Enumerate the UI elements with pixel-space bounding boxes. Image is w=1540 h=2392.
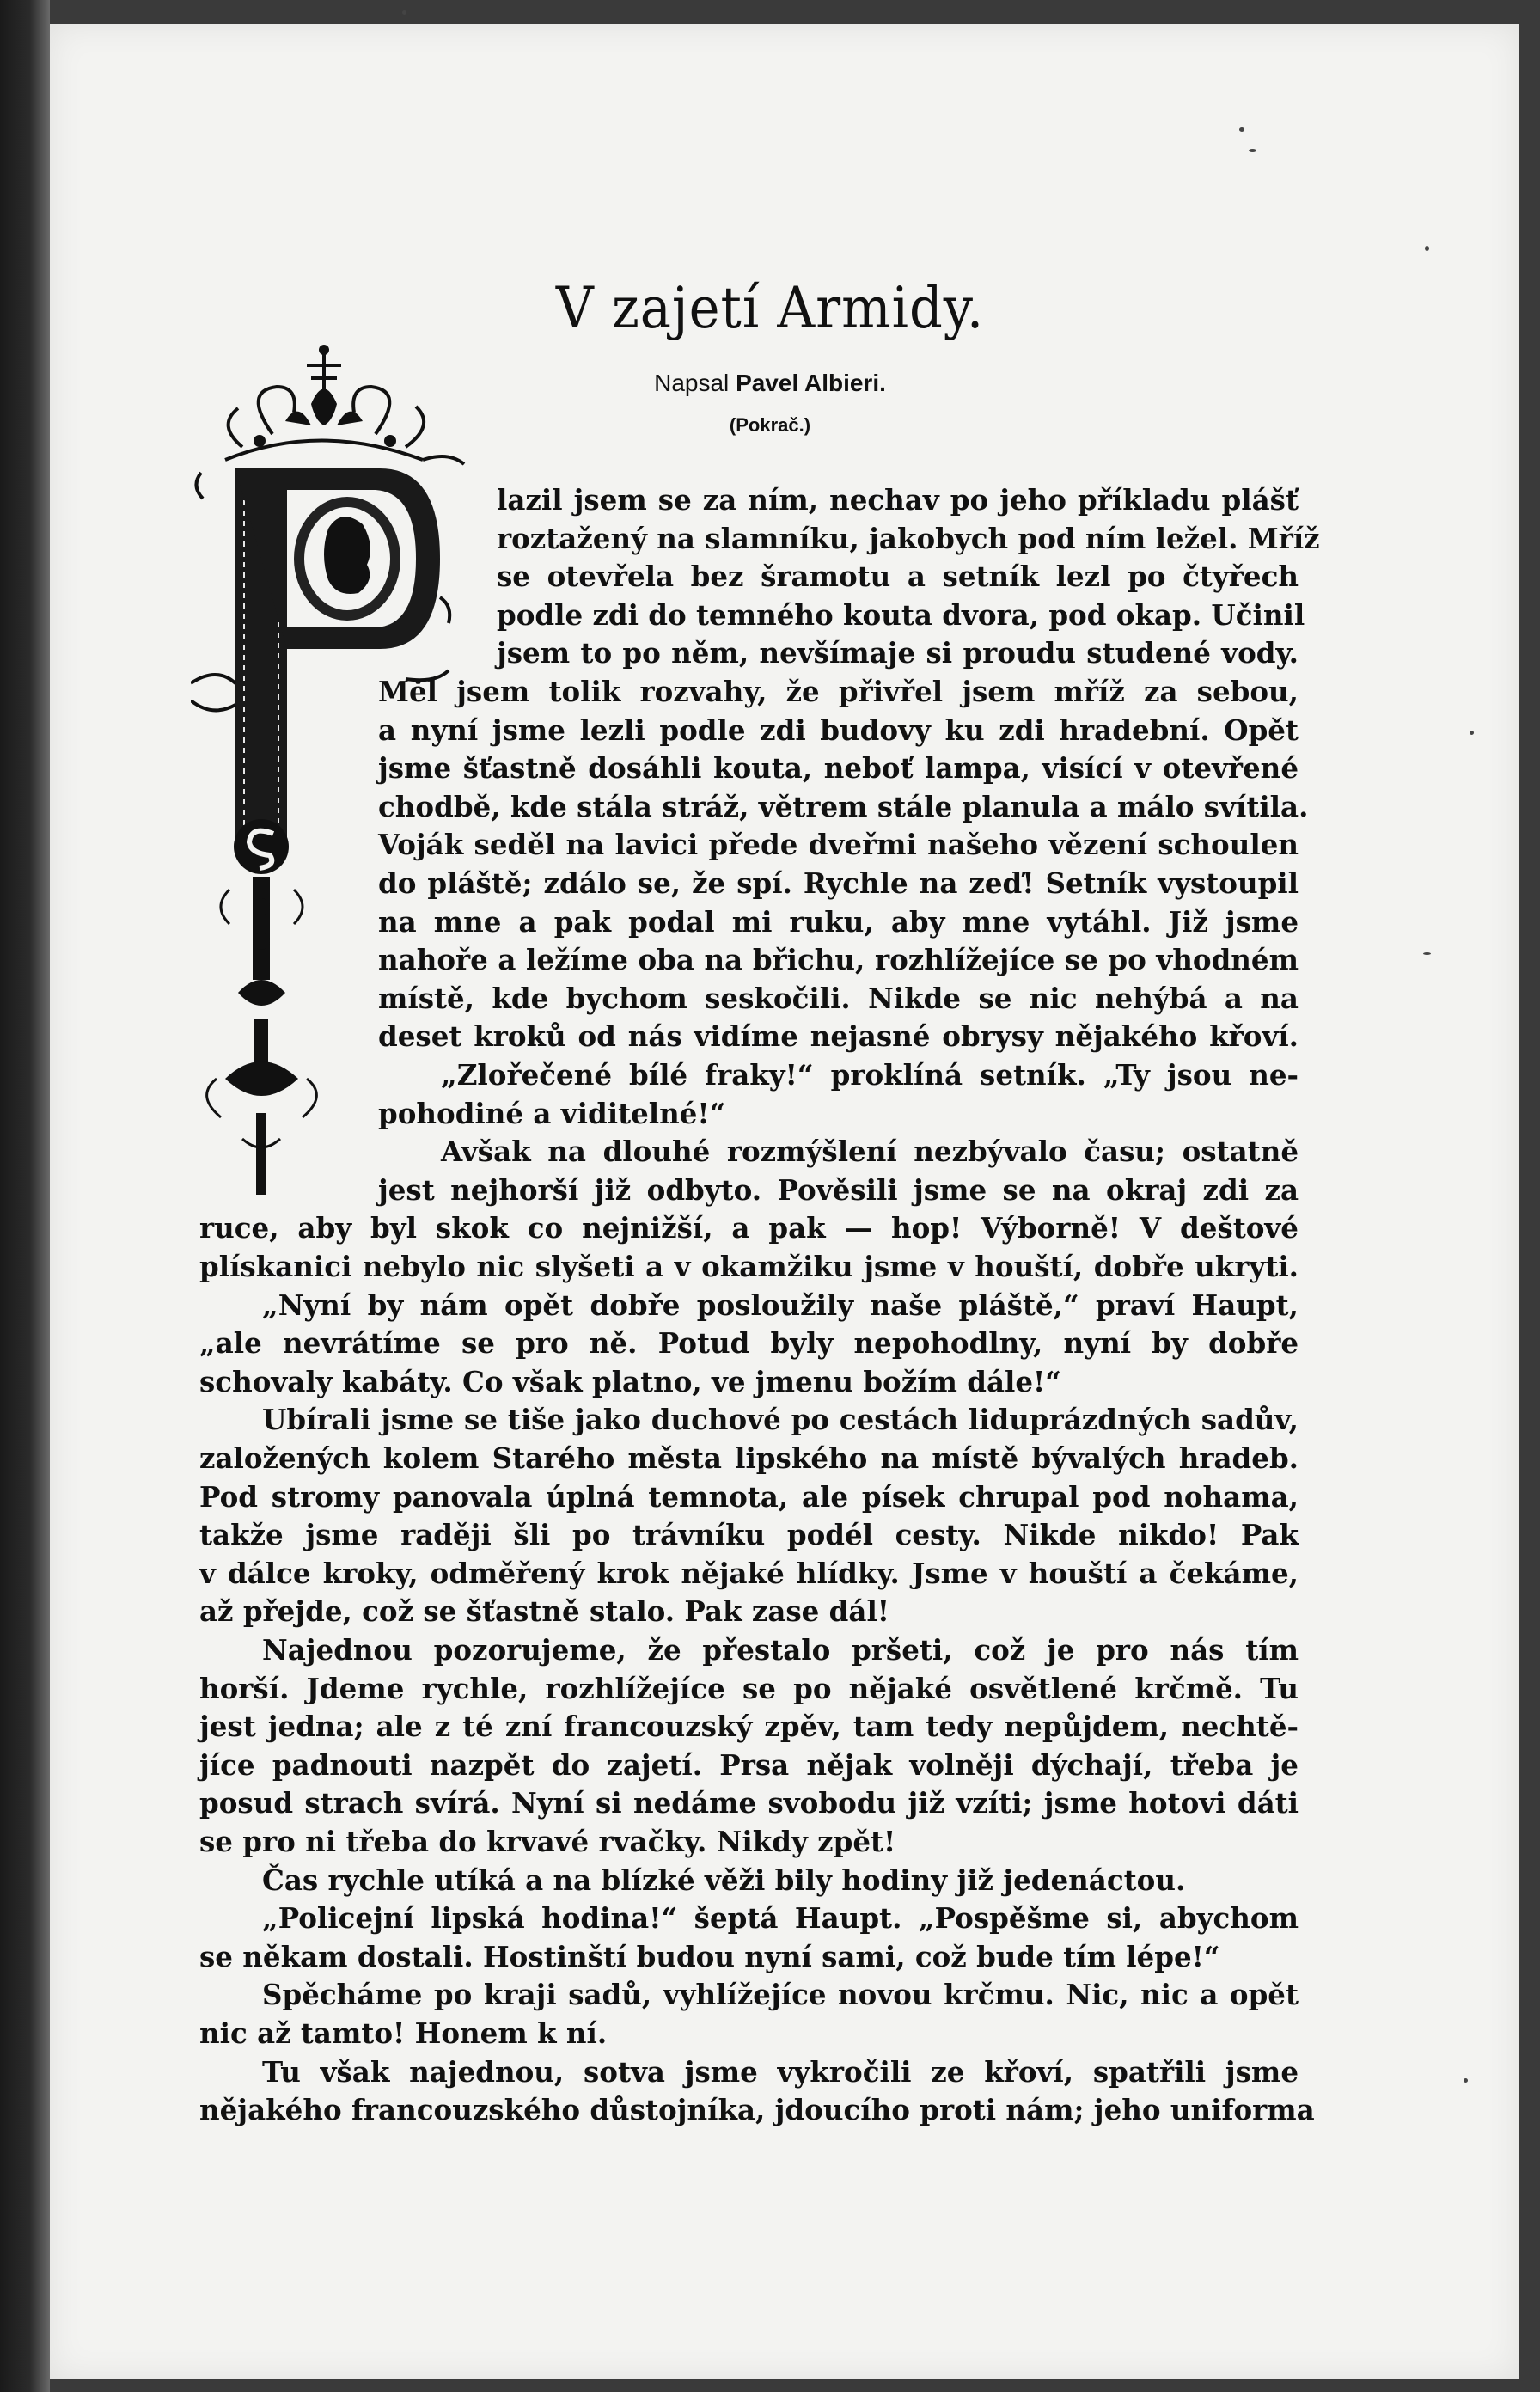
text-line: Měl jsem tolik rozvahy, že přivřel jsem mříž za sebou, xyxy=(378,675,1299,708)
text-line: podle zdi do temného kouta dvora, pod okap. Učinil xyxy=(497,598,1305,632)
text-line: založených kolem Starého města lipského na místě bývalých hradeb. xyxy=(199,1441,1299,1475)
text-line: chodbě, kde stála stráž, větrem stále planula a málo svítila. xyxy=(378,790,1309,823)
text-line: Najednou pozorujeme, že přestalo pršeti, což je pro nás tím xyxy=(262,1633,1299,1667)
author-name: Pavel Albieri. xyxy=(736,370,886,396)
text-line: „ale nevrátíme se pro ně. Potud byly nepohodlny, nyní by dobře xyxy=(199,1326,1299,1360)
text-line: „Nyní by nám opět dobře posloužily naše pláště,“ praví Haupt, xyxy=(262,1288,1299,1322)
text-line: Tu však najednou, sotva jsme vykročili ze křoví, spatřili jsme xyxy=(262,2055,1299,2089)
text-line: ruce, aby byl skok co nejnižší, a pak — hop! Výborně! V deštové xyxy=(199,1211,1299,1245)
text-line: Pod stromy panovala úplná temnota, ale písek chrupal pod nohama, xyxy=(199,1480,1299,1514)
text-line: nic až tamto! Honem k ní. xyxy=(199,2016,608,2050)
text-line: pohodiné a viditelné!“ xyxy=(378,1097,726,1130)
text-line: takže jsme raději šli po trávníku podél cesty. Nikde nikdo! Pak xyxy=(199,1518,1299,1551)
text-line: schovaly kabáty. Co však platno, ve jmenu božím dále!“ xyxy=(199,1365,1061,1398)
text-line: roztažený na slamníku, jakobych pod ním ležel. Mříž xyxy=(497,522,1320,555)
text-line: Ubírali jsme se tiše jako duchové po cestách liduprázdných sadův, xyxy=(262,1403,1299,1436)
text-line: plískanici nebylo nic slyšeti a v okamžiku jsme v houští, dobře ukryti. xyxy=(199,1250,1299,1283)
text-line: Čas rychle utíká a na blízké věži bily hodiny již jedenáctou. xyxy=(262,1863,1186,1897)
text-line: na mne a pak podal mi ruku, aby mne vytáhl. Již jsme xyxy=(378,905,1299,939)
text-line: až přejde, což se šťastně stalo. Pak zase dál! xyxy=(199,1594,890,1628)
text-line: horší. Jdeme rychle, rozhlížejíce se po nějaké osvětlené krčmě. Tu xyxy=(199,1672,1299,1705)
continuation-note: (Pokrač.) xyxy=(729,414,811,436)
text-line: jest jedna; ale z té zní francouzský zpěv, tam tedy nepůjdem, nechtě- xyxy=(199,1710,1299,1743)
article-title: V zajetí Armidy. xyxy=(555,275,985,341)
text-line: v dálce kroky, odměřený krok nějaké hlídky. Jsme v houští a čekáme, xyxy=(199,1557,1299,1590)
text-line: lazil jsem se za ním, nechav po jeho příkladu plášť xyxy=(497,483,1299,517)
text-line: jsem to po něm, nevšímaje si proudu studené vody. xyxy=(497,636,1299,670)
text-line: „Zlořečené bílé fraky!“ proklíná setník. „Ty jsou ne- xyxy=(441,1058,1299,1092)
text-line: deset kroků od nás vidíme nejasné obrysy nějakého křoví. xyxy=(378,1019,1299,1053)
text-line: nějakého francouzského důstojníka, jdoucího proti nám; jeho uniforma xyxy=(199,2093,1315,2126)
text-line: nahoře a ležíme oba na břichu, rozhlížejíce se po vhodném xyxy=(378,943,1299,976)
text-line: Voják seděl na lavici přede dveřmi našeho vězení schoulen xyxy=(378,828,1299,861)
text-line: Avšak na dlouhé rozmýšlení nezbývalo času; ostatně xyxy=(441,1135,1299,1168)
text-line: jest nejhorší již odbyto. Pověsili jsme se na okraj zdi za xyxy=(378,1173,1299,1207)
text-line: jsme šťastně dosáhli kouta, neboť lampa, visící v otevřené xyxy=(378,751,1299,785)
text-line: „Policejní lipská hodina!“ šeptá Haupt. „Pospěšme si, abychom xyxy=(262,1901,1299,1935)
text-line: a nyní jsme lezli podle zdi budovy ku zdi hradební. Opět xyxy=(378,713,1299,747)
text-line: se otevřela bez šramotu a setník lezl po čtyřech xyxy=(497,560,1299,593)
text-line: do pláště; zdálo se, že spí. Rychle na zeď! Setník vystoupil xyxy=(378,866,1299,900)
byline-label: Napsal xyxy=(654,370,730,396)
text-line: Spěcháme po kraji sadů, vyhlížejíce novou krčmu. Nic, nic a opět xyxy=(262,1978,1299,2011)
text-line: jíce padnouti nazpět do zajetí. Prsa nějak volněji dýchají, třeba je xyxy=(199,1748,1299,1782)
text-line: se pro ni třeba do krvavé rvačky. Nikdy zpět! xyxy=(199,1825,896,1858)
text-line: posud strach svírá. Nyní si nedáme svobodu již vzíti; jsme hotovi dáti xyxy=(199,1786,1299,1820)
text-line: se někam dostali. Hostinští budou nyní sami, což bude tím lépe!“ xyxy=(199,1940,1220,1973)
text-line: místě, kde bychom seskočili. Nikde se nic nehýbá a na xyxy=(378,982,1299,1015)
